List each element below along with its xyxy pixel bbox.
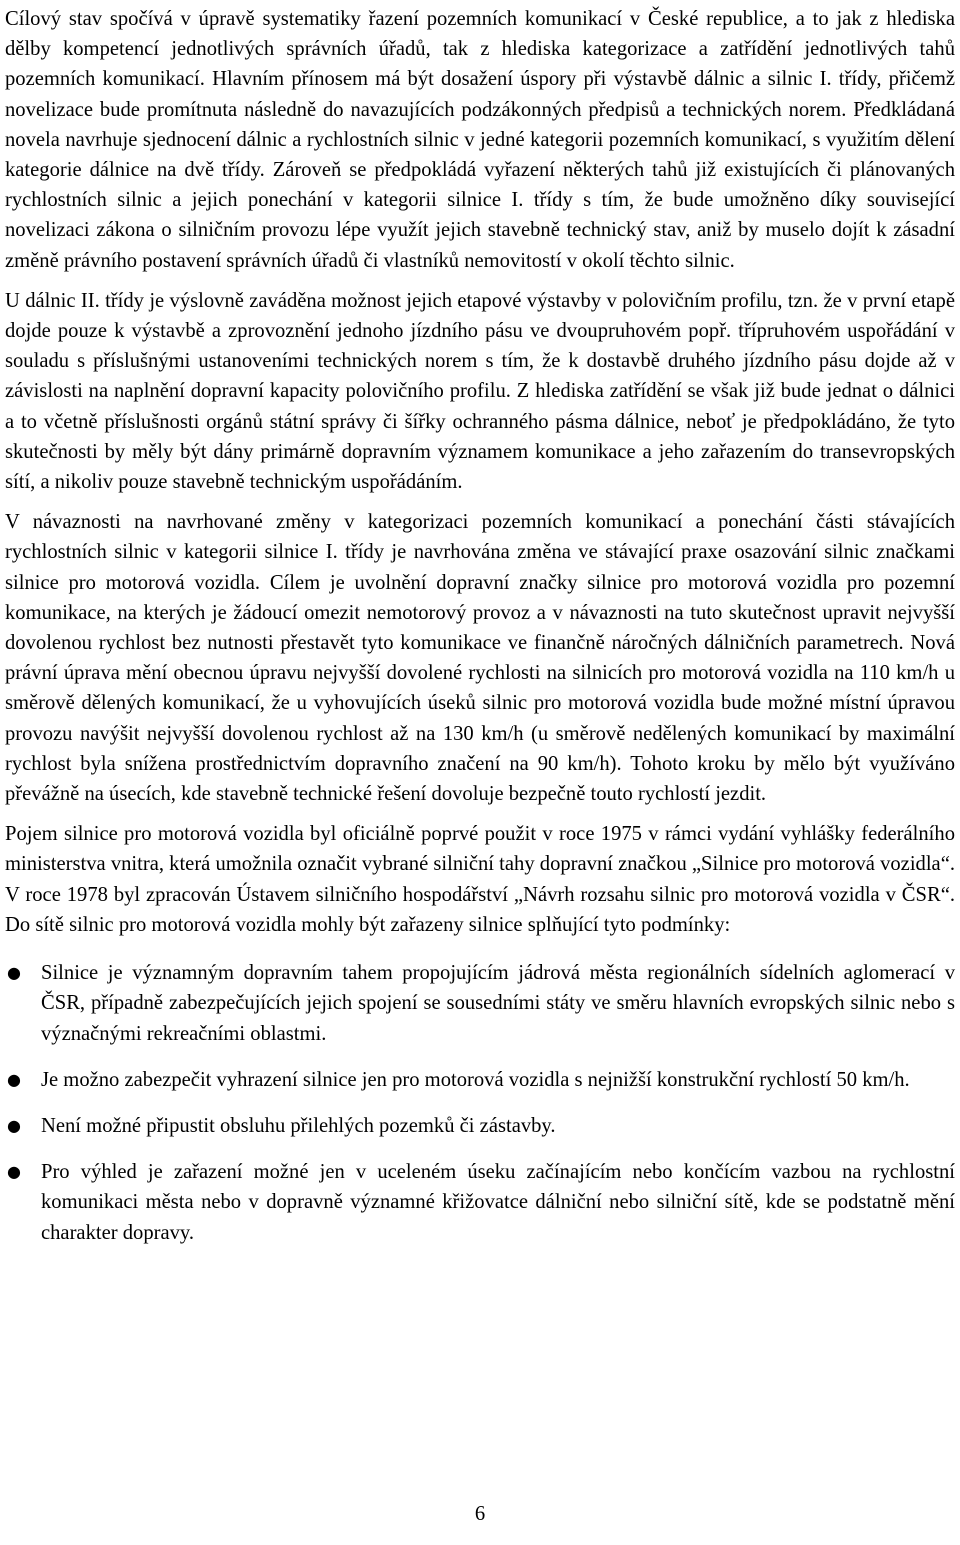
bullet-icon: ● [7, 963, 21, 983]
page-number: 6 [474, 1503, 486, 1525]
paragraph-motorway-class-ii: U dálnic II. třídy je výslovně zaváděna možnost jejich etapové výstavby v polovičním profilu, tzn. že v první etapě dojde pouze k výstavbě a zprovoznění jednoho jízdního pásu ve dvoupruhovém popř. třípruhovém uspořádání v souladu s příslušnými ustanoveními technických norem s tím, že k dostavbě druhého jízdního pásu dojde až v závislosti na naplnění dopravní kapacity polovičního profilu. Z hlediska zatřídění se však již bude jednat o dálnici a to včetně příslušnosti orgánů státní správy či šířky ochranného pásma dálnice, neboť je předpokládáno, že tyto skutečnosti by měly být dány primárně dopravním významem komunikace a jeho zařazením do transevropských sítí, a nikoliv pouze stavebně technickým uspořádáním. [5, 289, 955, 494]
list-item-text: Není možné připustit obsluhu přilehlých pozemků či zástavby. [41, 1114, 556, 1137]
paragraph-motor-vehicle-road-history: Pojem silnice pro motorová vozidla byl oficiálně poprvé použit v roce 1975 v rámci vydání vyhlášky federálního ministerstva vnitra, která umožnila označit vybrané silniční tahy dopravní značkou „Silnice pro motorová vozidla“. V roce 1978 byl zpracován Ústavem silničního hospodářství „Návrh rozsahu silnic pro motorová vozidla v ČSR“. Do sítě silnic pro motorová vozidla mohly být zařazeny silnice splňující tyto podmínky: [5, 823, 955, 936]
list-item [5, 1065, 955, 1095]
list-item-text: Pro výhled je zařazení možné jen v uceleném úseku začínajícím nebo končícím vazbou na rychlostní komunikaci města nebo v dopravně významné křižovatce dálniční nebo silniční sítě, kde se podstatně mění charakter dopravy. [41, 1161, 955, 1244]
conditions-bullet-list [5, 958, 955, 1248]
bullet-icon: ● [7, 1162, 21, 1182]
paragraph-target-state: Cílový stav spočívá v úpravě systematiky řazení pozemních komunikací v České republice, a to jak z hlediska dělby kompetencí jednotlivých správních úřadů, tak z hlediska kategorizace a zatřídění jednotlivých tahů pozemních komunikací. Hlavním přínosem má být dosažení úspory při výstavbě dálnic a silnic I. třídy, přičemž novelizace bude promítnuta následně do navazujících podzákonných předpisů a technických norem. Předkládaná novela navrhuje sjednocení dálnic a rychlostních silnic v jedné kategorii pozemních komunikací, s využitím dělení kategorie dálnice na dvě třídy. Zároveň se předpokládá vyřazení některých tahů již existujících či plánovaných rychlostních silnic a jejich ponechání v kategorii silnice I. třídy s tím, že bude umožněno díky související novelizaci zákona o silničním provozu lépe využít jejich stavebně technický stav, aniž by muselo dojít k zásadní změně právního postavení správních úřadů či vlastníků nemovitostí v okolí těchto silnic. [5, 8, 955, 272]
bullet-icon: ● [7, 1069, 21, 1089]
document-page [5, 0, 955, 1264]
bullet-icon: ● [7, 1115, 21, 1135]
list-item [5, 1111, 955, 1141]
paragraph-categorization-changes: V návaznosti na navrhované změny v kategorizaci pozemních komunikací a ponechání části stávajících rychlostních silnic v kategorii silnice I. třídy je navrhována změna ve stávající praxe osazování silnic značkami silnice pro motorová vozidla. Cílem je uvolnění dopravní značky silnice pro motorová vozidla pro pozemní komunikace, na kterých je žádoucí omezit nemotorový provoz a v návaznosti na tuto skutečnost upravit nejvyšší dovolenou rychlost bez nutnosti přestavět tyto komunikace ve finančně náročných dálničních parametrech. Nová právní úprava mění obecnou úpravu nejvyšší dovolené rychlosti na silnicích pro motorová vozidla na 110 km/h u směrově dělených komunikací, že u vyhovujících úseků silnic pro motorová vozidla bude možné místní úpravou provozu navýšit nejvyšší dovolenou rychlost až na 130 km/h (u směrově nedělených komunikací by maximální rychlost byla snížena prostřednictvím dopravního značení na 90 km/h). Tohoto kroku by mělo být využíváno převážně na úsecích, kde stavebně technické řešení dovoluje bezpečně touto rychlostí jezdit. [5, 511, 955, 806]
list-item-text: Je možno zabezpečit vyhrazení silnice jen pro motorová vozidla s nejnižší konstrukční rychlostí 50 km/h. [41, 1068, 910, 1091]
list-item [5, 958, 955, 1049]
list-item-text: Silnice je významným dopravním tahem propojujícím jádrová města regionálních sídelních aglomerací v ČSR, případně zabezpečujících jejich spojení se sousedními státy ve směru hlavních evropských silnic nebo s význačnými rekreačními oblastmi. [41, 962, 955, 1045]
list-item [5, 1157, 955, 1248]
